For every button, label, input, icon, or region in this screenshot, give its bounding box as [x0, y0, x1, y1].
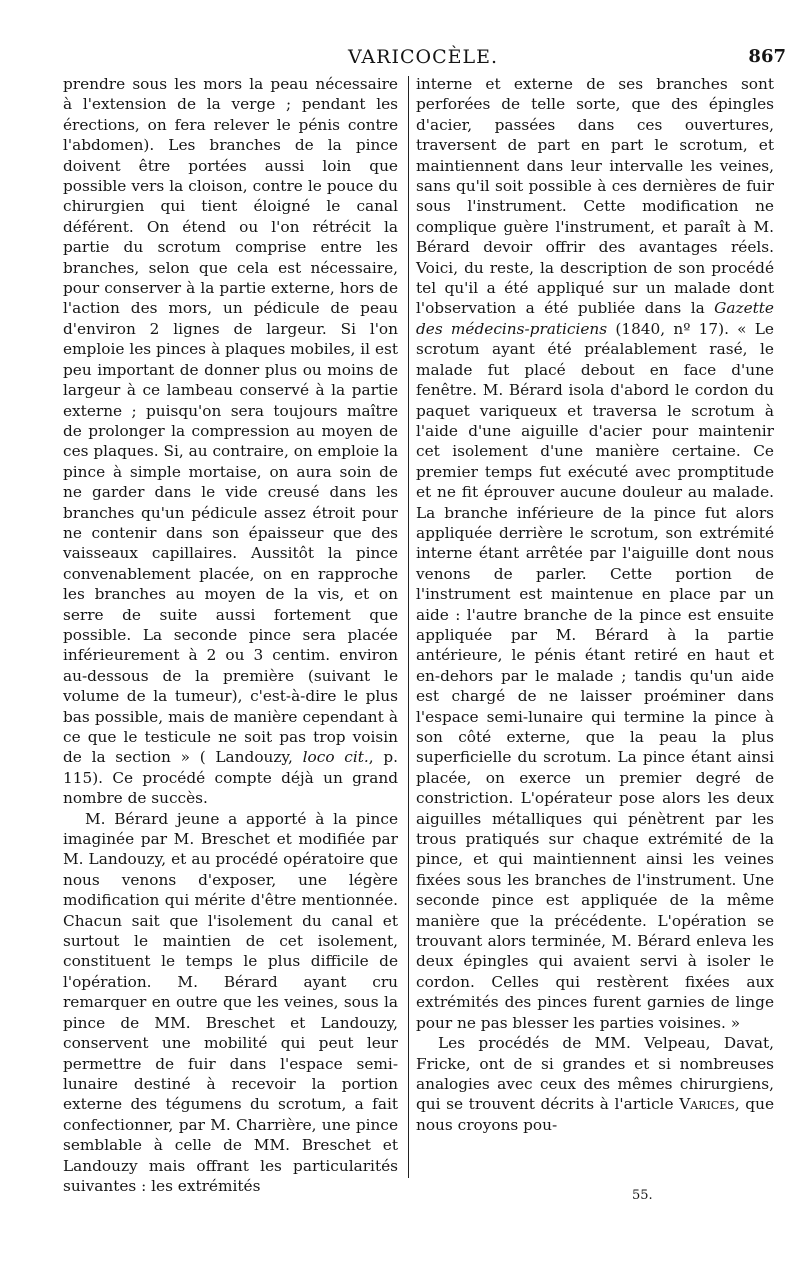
- left-p1-end: , p. 115). Ce procédé compte déjà un grand nombre de succès.: [63, 748, 398, 808]
- right-p2a-text: Les procédés de MM. Velpeau, Davat, Fricke, ont de si grandes et si nombreuses analogies avec ceux des mêmes chirurgiens, qui se trouvent décrits à l'article: [416, 1034, 774, 1114]
- column-divider: [408, 76, 409, 1178]
- right-paragraph-2: [416, 1033, 774, 1135]
- right-p2b-text: , que nous croyons pou-: [416, 1095, 774, 1134]
- left-paragraph-1: [63, 74, 398, 809]
- left-column: [63, 74, 398, 1196]
- right-column: [416, 74, 774, 1135]
- page-number: 867: [748, 46, 786, 67]
- right-p1-italic: Gazette des médecins-praticiens: [416, 299, 774, 338]
- right-p2-smallcaps: Varices: [679, 1095, 735, 1114]
- right-p1b-text: (1840, nº 17). « Le scrotum ayant été préalablement rasé, le malade fut placé debout en face d'une fenêtre. M. Bérard isola d'abord le cordon du paquet variqueux et traversa le scrotum à l'aide d'une aiguille d'acier pour maintenir cet isolement d'une manière certaine. Ce premier temps fut exécuté avec promptitude et ne fit éprouver aucune douleur au malade. La branche inférieure de la pince fut alors appliquée derrière le scrotum, son extrémité interne étant arrêtée par l'aiguille dont nous venons de parler. Cette portion de l'instrument est maintenue en place par un aide : l'autre branche de la pince est ensuite appliquée par M. Bérard à la partie antérieure, le pénis étant retiré en haut et en-dehors par le malade ; tandis qu'un aide est chargé de ne laisser proéminer dans l'espace semi-lunaire qui termine la pince à son côté externe, que la peau la plus superficielle du scrotum. La pince étant ainsi placée, on exerce un premier degré de constriction. L'opérateur pose alors les deux aiguilles métalliques qui pénètrent par les trous pratiqués sur chaque extrémité de la pince, et qui maintiennent ainsi les veines fixées sous les branches de l'instrument. Une seconde pince est appliquée de la même manière que la précédente. L'opération se trouvant alors terminée, M. Bérard enleva les deux épingles qui avaient servi à isoler le cordon. Celles qui restèrent fixées aux extrémités des pinces furent garnies de linge pour ne pas blesser les parties voisines. »: [416, 319, 774, 1032]
- right-paragraph-1: [416, 74, 774, 1033]
- signature-mark: 55.: [632, 1188, 653, 1203]
- left-p1-text: prendre sous les mors la peau nécessaire à l'extension de la verge ; pendant les érections, on fera relever le pénis contre l'abdomen). Les branches de la pince doivent être portées aussi loin que possible vers la cloison, contre le pouce du chirurgien qui tient éloigné le canal déférent. On étend ou l'on rétrécit la partie du scrotum comprise entre les branches, selon que cela est nécessaire, pour conserver à la partie externe, hors de l'action des mors, un pédicule de peau d'environ 2 lignes de largeur. Si l'on emploie les pinces à plaques mobiles, il est peu important de donner plus ou moins de largeur à ce lambeau conservé à la partie externe ; puisqu'on sera toujours maître de prolonger la compression au moyen de ces plaques. Si, au contraire, on emploie la pince à simple mortaise, on aura soin de ne garder dans le vide creusé dans les branches qu'un pédicule assez étroit pour ne contenir dans son épaisseur que des vaisseaux capillaires. Aussitôt la pince convenablement placée, on en rapproche les branches au moyen de la vis, et on serre de suite aussi fortement que possible. La seconde pince sera placée inférieurement à 2 ou 3 centim. environ au-dessous de la première (suivant le volume de la tumeur), c'est-à-dire le plus bas possible, mais de manière cependant à ce que le testicule ne soit pas trop voisin de la section » ( Landouzy,: [63, 75, 398, 767]
- left-paragraph-2: M. Bérard jeune a apporté à la pince imaginée par M. Breschet et modifiée par M. Landouzy, et au procédé opératoire que nous venons d'exposer, une légère modification qui mérite d'être mentionnée. Chacun sait que l'isolement du canal et surtout le maintien de cet isolement, constituent le temps le plus difficile de l'opération. M. Bérard ayant cru remarquer en outre que les veines, sous la pince de MM. Breschet et Landouzy, conservent une mobilité qui peut leur permettre de fuir dans l'espace semi-lunaire destiné à recevoir la portion externe des tégumens du scrotum, a fait confectionner, par M. Charrière, une pince semblable à celle de MM. Breschet et Landouzy mais offrant les particularités suivantes : les extrémités: [63, 809, 398, 1195]
- left-p1-italic: loco cit.: [302, 748, 369, 767]
- running-title: VARICOCÈLE.: [347, 46, 498, 68]
- right-p1a-text: interne et externe de ses branches sont perforées de telle sorte, que des épingles d'acier, passées dans ces ouvertures, traversent de part en part le scrotum, et maintiennent dans leur intervalle les veines, sans qu'il soit possible à ces dernières de fuir sous l'instrument. Cette modification ne complique guère l'instrument, et paraît à M. Bérard devoir offrir des avantages réels. Voici, du reste, la description de son procédé tel qu'il a été appliqué sur un malade dont l'observation a été publiée dans la: [416, 75, 774, 318]
- running-header: [60, 46, 786, 74]
